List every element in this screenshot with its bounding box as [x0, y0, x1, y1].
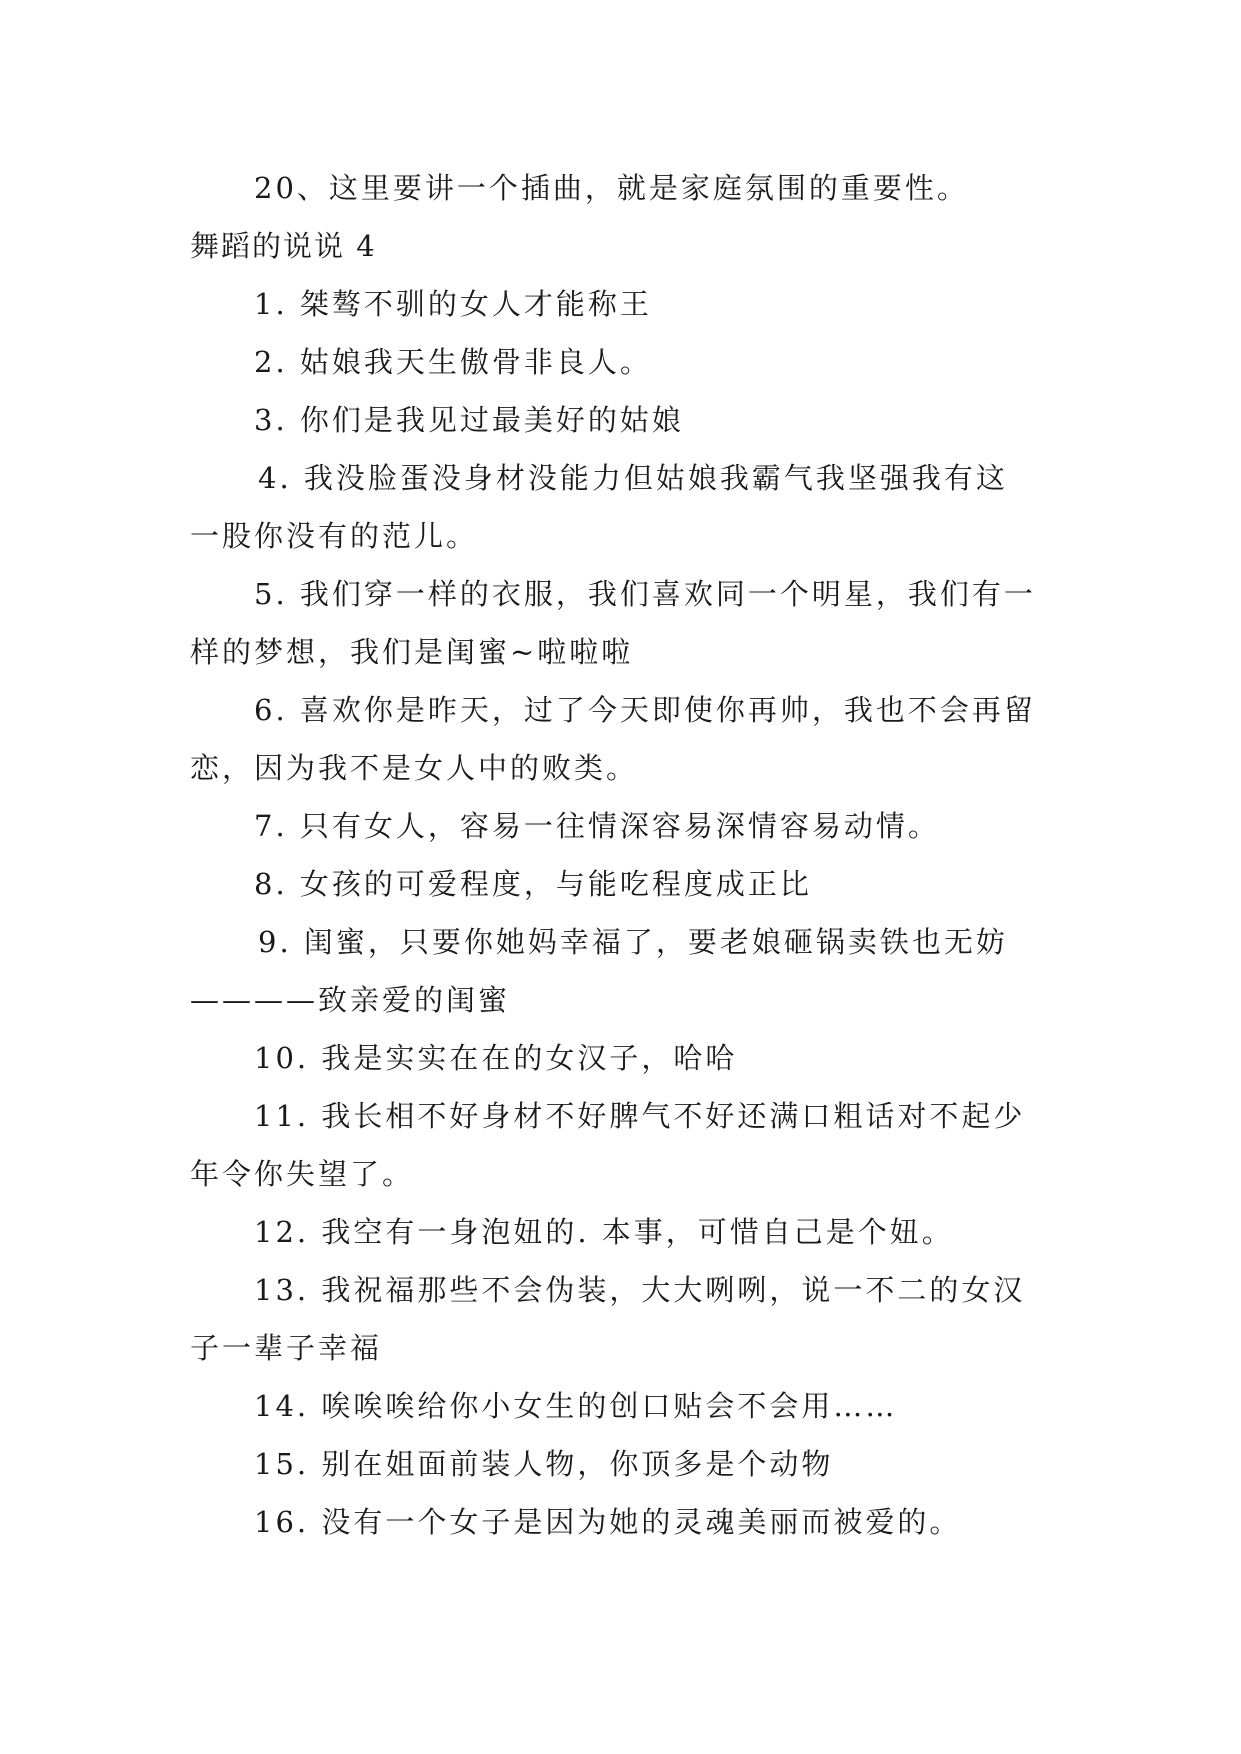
- list-item: 7. 只有女人，容易一往情深容易深情容易动情。: [254, 809, 940, 843]
- list-item: 1. 桀骜不驯的女人才能称王: [254, 287, 652, 321]
- list-item: 3. 你们是我见过最美好的姑娘: [254, 403, 684, 437]
- list-item-continuation: 一股你没有的范儿。: [190, 519, 479, 553]
- list-item: 14. 唉唉唉给你小女生的创口贴会不会用……: [254, 1389, 898, 1423]
- list-item-continuation: 年令你失望了。: [190, 1157, 415, 1191]
- text-line: 20、这里要讲一个插曲，就是家庭氛围的重要性。: [254, 171, 969, 205]
- list-item: 9. 闺蜜，只要你她妈幸福了，要老娘砸锅卖铁也无妨: [258, 925, 1008, 959]
- list-item-continuation: ————致亲爱的闺蜜: [190, 983, 511, 1017]
- list-item-continuation: 恋，因为我不是女人中的败类。: [190, 751, 639, 785]
- list-item: 5. 我们穿一样的衣服，我们喜欢同一个明星，我们有一: [254, 577, 1036, 611]
- list-item: 4. 我没脸蛋没身材没能力但姑娘我霸气我坚强我有这: [258, 461, 1008, 495]
- list-item: 13. 我祝福那些不会伪装，大大咧咧，说一不二的女汉: [254, 1273, 1026, 1307]
- list-item: 6. 喜欢你是昨天，过了今天即使你再帅，我也不会再留: [254, 693, 1036, 727]
- list-item: 11. 我长相不好身材不好脾气不好还满口粗话对不起少: [254, 1099, 1026, 1133]
- list-item: 8. 女孩的可爱程度，与能吃程度成正比: [254, 867, 812, 901]
- list-item: 15. 别在姐面前装人物，你顶多是个动物: [254, 1447, 834, 1481]
- list-item-continuation: 样的梦想，我们是闺蜜~啦啦啦: [190, 635, 634, 669]
- list-item: 16. 没有一个女子是因为她的灵魂美丽而被爱的。: [254, 1505, 962, 1539]
- list-item: 12. 我空有一身泡妞的. 本事，可惜自己是个妞。: [254, 1215, 954, 1249]
- section-heading: 舞蹈的说说 4: [190, 229, 377, 263]
- list-item: 2. 姑娘我天生傲骨非良人。: [254, 345, 652, 379]
- list-item: 10. 我是实实在在的女汉子，哈哈: [254, 1041, 738, 1075]
- list-item-continuation: 子一辈子幸福: [190, 1331, 383, 1365]
